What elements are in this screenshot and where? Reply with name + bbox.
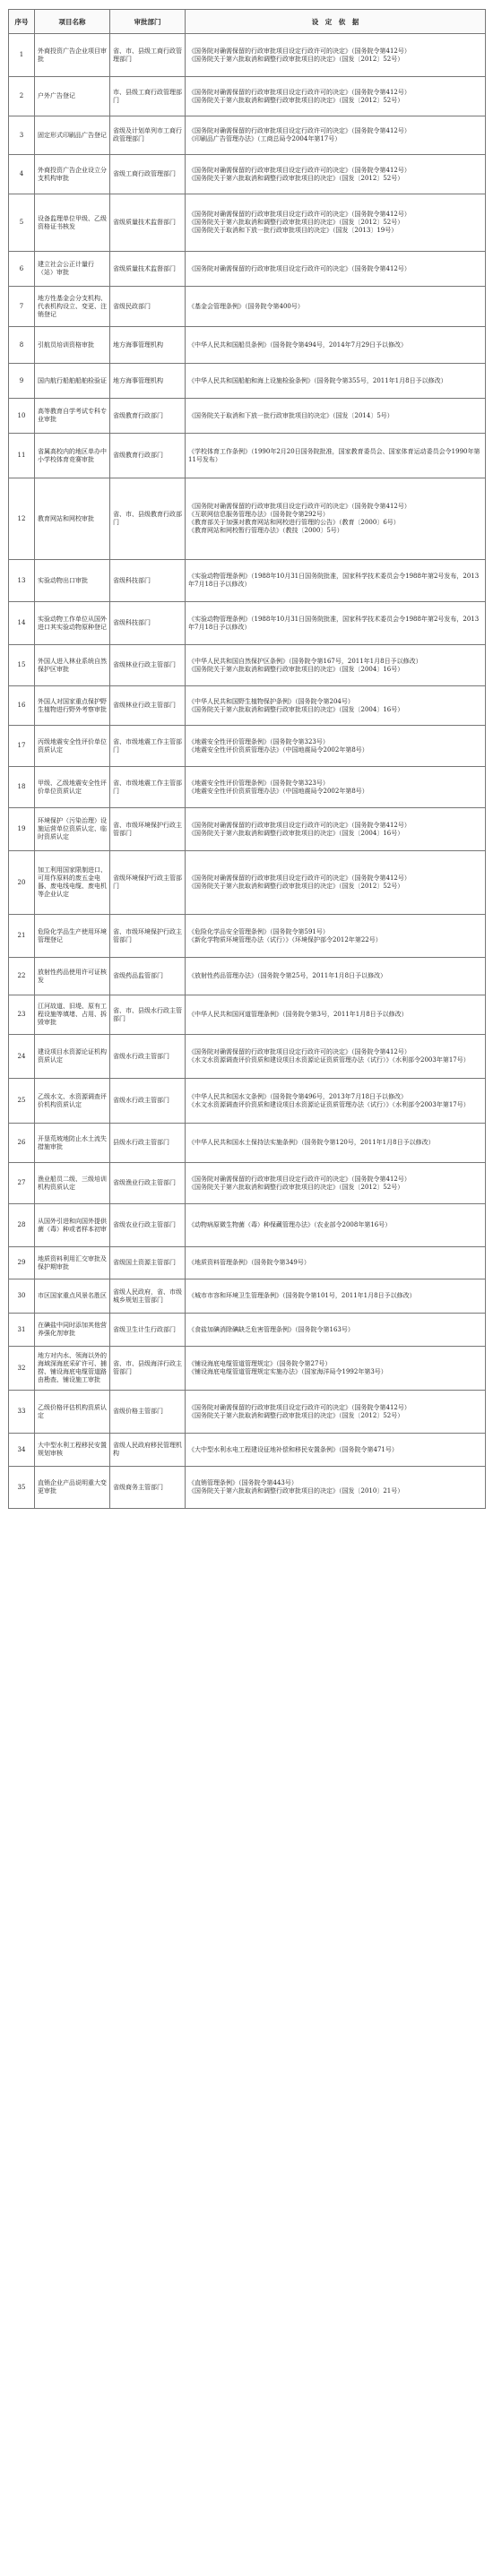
table-row xyxy=(9,851,486,915)
cell-no: 29 xyxy=(9,1247,35,1279)
cell-no: 23 xyxy=(9,995,35,1035)
basis-line: 《互联网信息服务管理办法》（国务院令第292号） xyxy=(188,511,329,518)
basis-line: 《动物病原微生物菌（毒）种保藏管理办法》（农业部令2008年第16号） xyxy=(188,1221,392,1228)
cell-approval-dept: 地方海事管理机构 xyxy=(110,364,186,399)
cell-item-name: 乙级价格评估机构资质认定 xyxy=(35,1391,110,1434)
cell-legal-basis xyxy=(186,1391,486,1434)
table-row xyxy=(9,116,486,155)
table-row xyxy=(9,34,486,77)
cell-no: 35 xyxy=(9,1467,35,1509)
cell-legal-basis xyxy=(186,1035,486,1079)
cell-legal-basis xyxy=(186,116,486,155)
cell-no: 22 xyxy=(9,958,35,995)
cell-item-name: 江河故道、旧堤、原有工程设施等填堵、占用、拆毁审批 xyxy=(35,995,110,1035)
basis-line: 《国务院关于第六批取消和调整行政审批项目的决定》（国发〔2012〕52号） xyxy=(188,96,404,104)
cell-legal-basis xyxy=(186,1314,486,1347)
cell-no: 31 xyxy=(9,1314,35,1347)
cell-legal-basis xyxy=(186,1467,486,1509)
cell-legal-basis xyxy=(186,478,486,560)
table-row xyxy=(9,1124,486,1163)
table-row xyxy=(9,767,486,808)
cell-approval-dept: 省、市、县级海洋行政主管部门 xyxy=(110,1347,186,1391)
header-item-name: 项目名称 xyxy=(35,10,110,34)
cell-approval-dept: 省级商务主管部门 xyxy=(110,1467,186,1509)
cell-legal-basis xyxy=(186,252,486,287)
basis-line: 《国务院关于第六批取消和调整行政审批项目的决定》（国发〔2010〕21号） xyxy=(188,1487,404,1495)
cell-item-name: 省属高校内的地区单办中小学校体育竞赛审批 xyxy=(35,434,110,478)
cell-item-name: 甲级、乙级地震安全性评价单位资质认定 xyxy=(35,767,110,808)
cell-no: 21 xyxy=(9,915,35,958)
cell-item-name: 直销企业产品说明重大变更审批 xyxy=(35,1467,110,1509)
cell-legal-basis xyxy=(186,434,486,478)
cell-approval-dept: 省级民政部门 xyxy=(110,287,186,327)
cell-legal-basis xyxy=(186,1124,486,1163)
cell-legal-basis xyxy=(186,1247,486,1279)
cell-no: 28 xyxy=(9,1204,35,1247)
table-row xyxy=(9,1314,486,1347)
cell-item-name: 国内航行船舶船舶检验证 xyxy=(35,364,110,399)
basis-line: 《国务院对确需保留的行政审批项目设定行政许可的决定》（国务院令第412号） xyxy=(188,1175,411,1183)
table-row xyxy=(9,327,486,364)
cell-item-name: 丙级地震安全性评价单位资质认定 xyxy=(35,726,110,767)
basis-line: 《国务院对确需保留的行政审批项目设定行政许可的决定》（国务院令第412号） xyxy=(188,1403,411,1411)
header-legal-basis: 设 定 依 据 xyxy=(186,10,486,34)
table-row xyxy=(9,77,486,116)
cell-approval-dept: 省级工商行政管理部门 xyxy=(110,155,186,194)
cell-legal-basis xyxy=(186,1347,486,1391)
table-row xyxy=(9,1163,486,1204)
cell-approval-dept: 省级及计划单列市工商行政管理部门 xyxy=(110,116,186,155)
cell-item-name: 加工利用国家限制进口、可用作原料的废五金电器、废电线电缆、废电机等企业认定 xyxy=(35,851,110,915)
cell-approval-dept: 省级人民政府，省、市级城乡规划主管部门 xyxy=(110,1279,186,1314)
cell-no: 27 xyxy=(9,1163,35,1204)
basis-line: 《放射性药品管理办法》（国务院令第25号，2011年1月8日予以修改） xyxy=(188,972,387,979)
cell-no: 9 xyxy=(9,364,35,399)
basis-line: 《中华人民共和国野生植物保护条例》（国务院令第204号） xyxy=(188,697,354,705)
cell-approval-dept: 县级水行政主管部门 xyxy=(110,1124,186,1163)
cell-legal-basis xyxy=(186,1163,486,1204)
cell-approval-dept: 省、市级环境保护行政主管部门 xyxy=(110,915,186,958)
cell-item-name: 外商投资广告企业项目审批 xyxy=(35,34,110,77)
cell-item-name: 开垦荒坡地防止水土流失措施审批 xyxy=(35,1124,110,1163)
cell-item-name: 外国人进入林业系统自然保护区审批 xyxy=(35,645,110,686)
table-row xyxy=(9,287,486,327)
cell-no: 6 xyxy=(9,252,35,287)
basis-line: 《地震安全性评价资质管理办法》（中国地震局令2002年第8号） xyxy=(188,745,368,754)
basis-line: 《国务院对确需保留的行政审批项目设定行政许可的决定》（国务院令第412号） xyxy=(188,88,411,96)
approval-items-table xyxy=(8,9,486,1509)
basis-line: 《地震安全性评价管理条例》（国务院令第323号） xyxy=(188,737,329,745)
cell-item-name: 地方对内水、领海以外的海域深海底采矿许可、捕捞、铺设海底电缆管道路由勘查、铺设施工审批 xyxy=(35,1347,110,1391)
cell-approval-dept: 省级卫生计生行政部门 xyxy=(110,1314,186,1347)
table-row xyxy=(9,1347,486,1391)
table-row xyxy=(9,478,486,560)
cell-approval-dept: 省级质量技术监督部门 xyxy=(110,252,186,287)
header-approval-dept: 审批部门 xyxy=(110,10,186,34)
cell-legal-basis xyxy=(186,686,486,726)
table-row xyxy=(9,560,486,602)
table-row xyxy=(9,602,486,645)
cell-legal-basis xyxy=(186,1434,486,1467)
cell-item-name: 大中型水利工程移民安置规划审核 xyxy=(35,1434,110,1467)
cell-item-name: 外国人对国家重点保护野生植物进行野外考察审批 xyxy=(35,686,110,726)
cell-legal-basis xyxy=(186,767,486,808)
cell-no: 12 xyxy=(9,478,35,560)
basis-line: 《国务院关于第六批取消和调整行政审批项目的决定》（国发〔2004〕16号） xyxy=(188,705,404,713)
cell-item-name: 高等教育自学考试专科专业审批 xyxy=(35,399,110,434)
table-row xyxy=(9,915,486,958)
basis-line: 《国务院关于第六批取消和调整行政审批项目的决定》（国发〔2004〕16号） xyxy=(188,829,404,837)
cell-approval-dept: 市、县级工商行政管理部门 xyxy=(110,77,186,116)
cell-approval-dept: 省级环境保护行政主管部门 xyxy=(110,851,186,915)
cell-approval-dept: 省级科技部门 xyxy=(110,560,186,602)
basis-line: 《国务院关于第六批取消和调整行政审批项目的决定》（国发〔2012〕52号） xyxy=(188,1411,404,1419)
table-row xyxy=(9,1467,486,1509)
cell-item-name: 地质资料利用汇交审批及保护期审批 xyxy=(35,1247,110,1279)
cell-approval-dept: 省级渔业行政主管部门 xyxy=(110,1163,186,1204)
table-row xyxy=(9,958,486,995)
cell-legal-basis xyxy=(186,958,486,995)
cell-approval-dept: 省、市、县级水行政主管部门 xyxy=(110,995,186,1035)
cell-no: 7 xyxy=(9,287,35,327)
cell-approval-dept: 省级教育行政部门 xyxy=(110,434,186,478)
basis-line: 《中华人民共和国船员条例》（国务院令第494号，2014年7月29日予以修改） xyxy=(188,340,408,349)
table-row xyxy=(9,194,486,252)
cell-approval-dept: 省级水行政主管部门 xyxy=(110,1035,186,1079)
cell-legal-basis xyxy=(186,1279,486,1314)
table-row xyxy=(9,1204,486,1247)
basis-line: 《实验动物管理条例》（1988年10月31日国务院批准，国家科学技术委员会令1988年第2号发布，2013年7月18日予以修改） xyxy=(188,615,480,631)
cell-no: 19 xyxy=(9,808,35,851)
table-row xyxy=(9,686,486,726)
cell-approval-dept: 省级价格主管部门 xyxy=(110,1391,186,1434)
basis-line: 《国务院关于第六批取消和调整行政审批项目的决定》（国发〔2012〕52号） xyxy=(188,174,404,182)
cell-no: 17 xyxy=(9,726,35,767)
basis-line: 《地震安全性评价管理条例》（国务院令第323号） xyxy=(188,779,329,787)
basis-line: 《基金会管理条例》（国务院令第400号） xyxy=(188,302,304,310)
cell-no: 13 xyxy=(9,560,35,602)
cell-item-name: 环境保护（污染治理）设施运营单位资质认定、临时资质认定 xyxy=(35,808,110,851)
basis-line: 《教育网站和网校暂行管理办法》（教技〔2000〕5号） xyxy=(188,527,343,534)
table-row xyxy=(9,434,486,478)
cell-item-name: 户外广告登记 xyxy=(35,77,110,116)
table-row xyxy=(9,252,486,287)
cell-no: 10 xyxy=(9,399,35,434)
table-row xyxy=(9,995,486,1035)
cell-approval-dept: 省级农业行政主管部门 xyxy=(110,1204,186,1247)
cell-legal-basis xyxy=(186,399,486,434)
cell-no: 34 xyxy=(9,1434,35,1467)
cell-legal-basis xyxy=(186,995,486,1035)
table-row xyxy=(9,1279,486,1314)
basis-line: 《国务院对确需保留的行政审批项目设定行政许可的决定》（国务院令第412号） xyxy=(188,874,411,882)
table-row xyxy=(9,1434,486,1467)
table-row xyxy=(9,1247,486,1279)
cell-no: 11 xyxy=(9,434,35,478)
table-row xyxy=(9,1079,486,1124)
cell-no: 16 xyxy=(9,686,35,726)
table-header-row xyxy=(9,10,486,34)
table-row xyxy=(9,1391,486,1434)
cell-approval-dept: 省级科技部门 xyxy=(110,602,186,645)
cell-approval-dept: 省、市、县级教育行政部门 xyxy=(110,478,186,560)
cell-no: 24 xyxy=(9,1035,35,1079)
table-row xyxy=(9,155,486,194)
cell-legal-basis xyxy=(186,602,486,645)
cell-approval-dept: 省级水行政主管部门 xyxy=(110,1079,186,1124)
cell-no: 15 xyxy=(9,645,35,686)
header-no: 序号 xyxy=(9,10,35,34)
basis-line: 《国务院对确需保留的行政审批项目设定行政许可的决定》（国务院令第412号） xyxy=(188,211,411,218)
basis-line: 《地质资料管理条例》（国务院令第349号） xyxy=(188,1259,310,1266)
cell-legal-basis xyxy=(186,560,486,602)
cell-item-name: 从国外引进和向国外提供菌（毒）种或者样本初审 xyxy=(35,1204,110,1247)
cell-no: 2 xyxy=(9,77,35,116)
cell-legal-basis xyxy=(186,851,486,915)
cell-approval-dept: 省、市级环境保护行政主管部门 xyxy=(110,808,186,851)
table-row xyxy=(9,645,486,686)
basis-line: 《国务院关于第六批取消和调整行政审批项目的决定》（国发〔2004〕16号） xyxy=(188,665,404,673)
basis-line: 《新化学物质环境管理办法（试行）》（环境保护部令2012年第22号） xyxy=(188,935,382,943)
basis-line: 《中华人民共和国自然保护区条例》（国务院令第167号，2011年1月8日予以修改） xyxy=(188,657,422,665)
cell-no: 14 xyxy=(9,602,35,645)
cell-approval-dept: 省级林业行政主管部门 xyxy=(110,645,186,686)
cell-legal-basis xyxy=(186,1204,486,1247)
cell-no: 26 xyxy=(9,1124,35,1163)
cell-approval-dept: 省级质量技术监督部门 xyxy=(110,194,186,252)
cell-item-name: 固定形式印刷品广告登记 xyxy=(35,116,110,155)
cell-item-name: 建设项目水资源论证机构资质认定 xyxy=(35,1035,110,1079)
cell-approval-dept: 省、市级地震工作主管部门 xyxy=(110,767,186,808)
cell-item-name: 乙级水文、水资源调查评价机构资质认定 xyxy=(35,1079,110,1124)
basis-line: 《国务院对确需保留的行政审批项目设定行政许可的决定》（国务院令第412号） xyxy=(188,127,411,134)
table-row xyxy=(9,1035,486,1079)
basis-line: 《印刷品广告管理办法》（工商总局令2004年第17号） xyxy=(188,135,342,142)
cell-approval-dept: 省、市、县级工商行政管理部门 xyxy=(110,34,186,77)
table-row xyxy=(9,726,486,767)
basis-line: 《国务院对确需保留的行政审批项目设定行政许可的决定》（国务院令第412号） xyxy=(188,503,411,510)
cell-approval-dept: 省级药品监管部门 xyxy=(110,958,186,995)
table-row xyxy=(9,808,486,851)
cell-no: 3 xyxy=(9,116,35,155)
basis-line: 《国务院关于第六批取消和调整行政审批项目的决定》（国发〔2012〕52号） xyxy=(188,1183,404,1191)
cell-item-name: 危险化学品生产使用环境管理登记 xyxy=(35,915,110,958)
cell-no: 25 xyxy=(9,1079,35,1124)
cell-legal-basis xyxy=(186,155,486,194)
basis-line: 《大中型水利水电工程建设征地补偿和移民安置条例》（国务院令第471号） xyxy=(188,1445,398,1453)
cell-item-name: 教育网站和网校审批 xyxy=(35,478,110,560)
cell-legal-basis xyxy=(186,77,486,116)
cell-item-name: 引航员培训资格审批 xyxy=(35,327,110,364)
cell-no: 20 xyxy=(9,851,35,915)
basis-line: 《国务院对确需保留的行政审批项目设定行政许可的决定》（国务院令第412号） xyxy=(188,1048,411,1055)
cell-no: 4 xyxy=(9,155,35,194)
cell-approval-dept: 省、市级地震工作主管部门 xyxy=(110,726,186,767)
table-row xyxy=(9,399,486,434)
basis-line: 《国务院对确需保留的行政审批项目设定行政许可的决定》（国务院令第412号） xyxy=(188,47,411,55)
basis-line: 《铺设海底电缆管道管理规定实施办法》（国家海洋局令1992年第3号） xyxy=(188,1368,387,1375)
basis-line: 《水文水资源调查评价资质和建设项目水资源论证资质管理办法（试行）》（水利部令2003年第17号） xyxy=(188,1056,470,1064)
basis-line: 《铺设海底电缆管道管理规定》（国务院令第27号） xyxy=(188,1360,332,1367)
basis-line: 《危险化学品安全管理条例》（国务院令第591号） xyxy=(188,927,329,935)
cell-item-name: 实验动物出口审批 xyxy=(35,560,110,602)
cell-legal-basis xyxy=(186,808,486,851)
basis-line: 《国务院对确需保留的行政审批项目设定行政许可的决定》（国务院令第412号） xyxy=(188,166,411,174)
basis-line: 《国务院对确需保留的行政审批项目设定行政许可的决定》（国务院令第412号） xyxy=(188,264,411,272)
basis-line: 《国务院关于取消和下放一批行政审批项目的决定》（国发〔2013〕19号） xyxy=(188,227,398,234)
cell-no: 33 xyxy=(9,1391,35,1434)
cell-legal-basis xyxy=(186,287,486,327)
basis-line: 《城市市容和环境卫生管理条例》（国务院令第101号，2011年1月8日予以修改） xyxy=(188,1292,416,1299)
cell-item-name: 地方性基金会分支机构、代表机构设立、变更、注销登记 xyxy=(35,287,110,327)
cell-no: 32 xyxy=(9,1347,35,1391)
basis-line: 《国务院关于第六批取消和调整行政审批项目的决定》（国发〔2012〕52号） xyxy=(188,55,404,63)
basis-line: 《中华人民共和国船舶和海上设施检验条例》（国务院令第355号，2011年1月8日予以修改） xyxy=(188,376,447,384)
basis-line: 《国务院关于取消和下放一批行政审批项目的决定》（国发〔2014〕5号） xyxy=(188,411,394,419)
basis-line: 《学校体育工作条例》（1990年2月20日国务院批准，国家教育委员会、国家体育运动委员会令1990年第11号发布） xyxy=(188,447,480,463)
document-page xyxy=(8,9,485,1509)
basis-line: 《国务院对确需保留的行政审批项目设定行政许可的决定》（国务院令第412号） xyxy=(188,821,411,829)
basis-line: 《教育部关于加强对教育网站和网校进行管理的公告》（教育〔2000〕6号） xyxy=(188,519,400,526)
cell-legal-basis xyxy=(186,327,486,364)
cell-item-name: 外商投资广告企业设立分支机构审批 xyxy=(35,155,110,194)
cell-item-name: 设备监理单位甲级、乙级资格证书核发 xyxy=(35,194,110,252)
basis-line: 《地震安全性评价资质管理办法》（中国地震局令2002年第8号） xyxy=(188,787,368,795)
cell-legal-basis xyxy=(186,34,486,77)
cell-item-name: 实验动物工作单位从国外进口其实验动物原种登记 xyxy=(35,602,110,645)
table-row xyxy=(9,364,486,399)
basis-line: 《实验动物管理条例》（1988年10月31日国务院批准，国家科学技术委员会令1988年第2号发布，2013年7月18日予以修改） xyxy=(188,573,480,588)
basis-line: 《食盐加碘消除碘缺乏危害管理条例》（国务院令第163号） xyxy=(188,1325,354,1333)
cell-no: 8 xyxy=(9,327,35,364)
cell-legal-basis xyxy=(186,726,486,767)
cell-legal-basis xyxy=(186,364,486,399)
basis-line: 《国务院关于第六批取消和调整行政审批项目的决定》（国发〔2012〕52号） xyxy=(188,883,404,890)
cell-item-name: 市区国家重点风景名胜区 xyxy=(35,1279,110,1314)
cell-item-name: 渔业船员二级、三级培训机构资质认定 xyxy=(35,1163,110,1204)
basis-line: 《水文水资源调查评价资质和建设项目水资源论证资质管理办法（试行）》（水利部令2003年第17号） xyxy=(188,1100,470,1108)
cell-legal-basis xyxy=(186,915,486,958)
cell-approval-dept: 地方海事管理机构 xyxy=(110,327,186,364)
basis-line: 《中华人民共和国水土保持法实施条例》（国务院令第120号，2011年1月8日予以修改） xyxy=(188,1139,435,1146)
table-body xyxy=(9,34,486,1509)
basis-line: 《直销管理条例》（国务院令第443号） xyxy=(188,1479,298,1486)
cell-legal-basis xyxy=(186,1079,486,1124)
cell-legal-basis xyxy=(186,194,486,252)
cell-approval-dept: 省级林业行政主管部门 xyxy=(110,686,186,726)
cell-no: 18 xyxy=(9,767,35,808)
cell-item-name: 建立社会公正计量行（站）审批 xyxy=(35,252,110,287)
cell-approval-dept: 省级人民政府移民管理机构 xyxy=(110,1434,186,1467)
basis-line: 《中华人民共和国河道管理条例》（国务院令第3号，2011年1月8日予以修改） xyxy=(188,1011,408,1018)
basis-line: 《国务院关于第六批取消和调整行政审批项目的决定》（国发〔2012〕52号） xyxy=(188,219,404,226)
cell-approval-dept: 省级国土资源主管部门 xyxy=(110,1247,186,1279)
cell-approval-dept: 省级教育行政部门 xyxy=(110,399,186,434)
cell-legal-basis xyxy=(186,645,486,686)
cell-no: 1 xyxy=(9,34,35,77)
cell-item-name: 在碘盐中同时添加其他营养强化剂审批 xyxy=(35,1314,110,1347)
basis-line: 《中华人民共和国水文条例》（国务院令第496号，2013年7月18日予以修改） xyxy=(188,1092,408,1100)
cell-no: 5 xyxy=(9,194,35,252)
cell-no: 30 xyxy=(9,1279,35,1314)
cell-item-name: 放射性药品使用许可证核发 xyxy=(35,958,110,995)
